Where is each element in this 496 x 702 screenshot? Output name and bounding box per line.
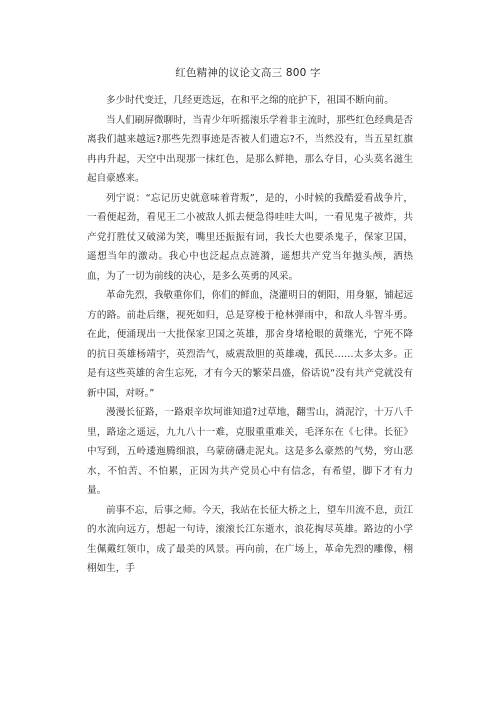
document-title: 红色精神的议论文高三 800 字: [175, 67, 321, 79]
paragraph-2: 当人们刷屏微聊时，当青少年听摇滚乐学着非主流时，那些红色经典是否离我们越来越远?那些先烈事迹是否被人们遗忘?不，当然没有，当五星红旗冉冉升起，天空中出现那一抹红色，是那么鲜艳，那么夺目，心头莫名滋生起自豪感来。: [87, 114, 413, 184]
paragraph-4: 革命先烈，我敬重你们，你们的鲜血，浇灌明日的朝阳，用身躯，铺起远方的路。前赴后继，视死如归，总是穿梭于枪林弹雨中，和敌人斗智斗勇。在此，便涌现出一大批保家卫国之英雄，那舍身堵枪眼的黄继光，宁死不降的抗日英雄杨靖宇，英烈浩气，威震敌胆的英雄魂，孤民……太多太多。正是有这些英雄的舍生忘死，才有今天的繁荣昌盛，俗话说“没有共产党就没有新中国，对呀。”: [87, 290, 413, 399]
paragraph-6: 前事不忘，后事之师。今天，我站在长征大桥之上，望车川流不息，贡江的水流向远方，想起一句诗，滚滚长江东逝水，浪花掏尽英雄。路边的小学生佩戴红领巾，成了最美的风景。再向前，在广场上，革命先烈的雕像，栩栩如生，手: [87, 504, 413, 574]
paragraph-5: 漫漫长征路，一路艰辛坎坷谁知道?过草地，翻雪山，淌泥泞，十万八千里，路途之遥远，九九八十一难，克服重重难关，毛泽东在《七律。长征》中写到，五岭逶迤腾细浪，乌蒙磅礴走泥丸。这是多么豪然的气势，穷山恶水，不怕苦、不怕累，正因为共产党员心中有信念，有希望，脚下才有力量。: [87, 407, 413, 496]
document-body: [87, 91, 413, 579]
paragraph-3: 列宁说：“忘记历史就意味着背叛”，是的，小时候的我酷爱看战争片，一看便起劲，看见王二小被敌人抓去便急得哇哇大叫，一看见鬼子被炸，共产党打胜仗又破涕为笑，嘴里还振振有词，我长大也要杀鬼子，保家卫国，遥想当年的激动。我心中也泛起点点涟漪，遥想共产党当年抛头颅，洒热血，为了一切为前线的决心，是多么英勇的风采。: [87, 192, 413, 282]
paragraph-1: 多少时代变迁，几经更迭远，在和平之绵的庇护下，祖国不断向前。: [106, 95, 394, 106]
